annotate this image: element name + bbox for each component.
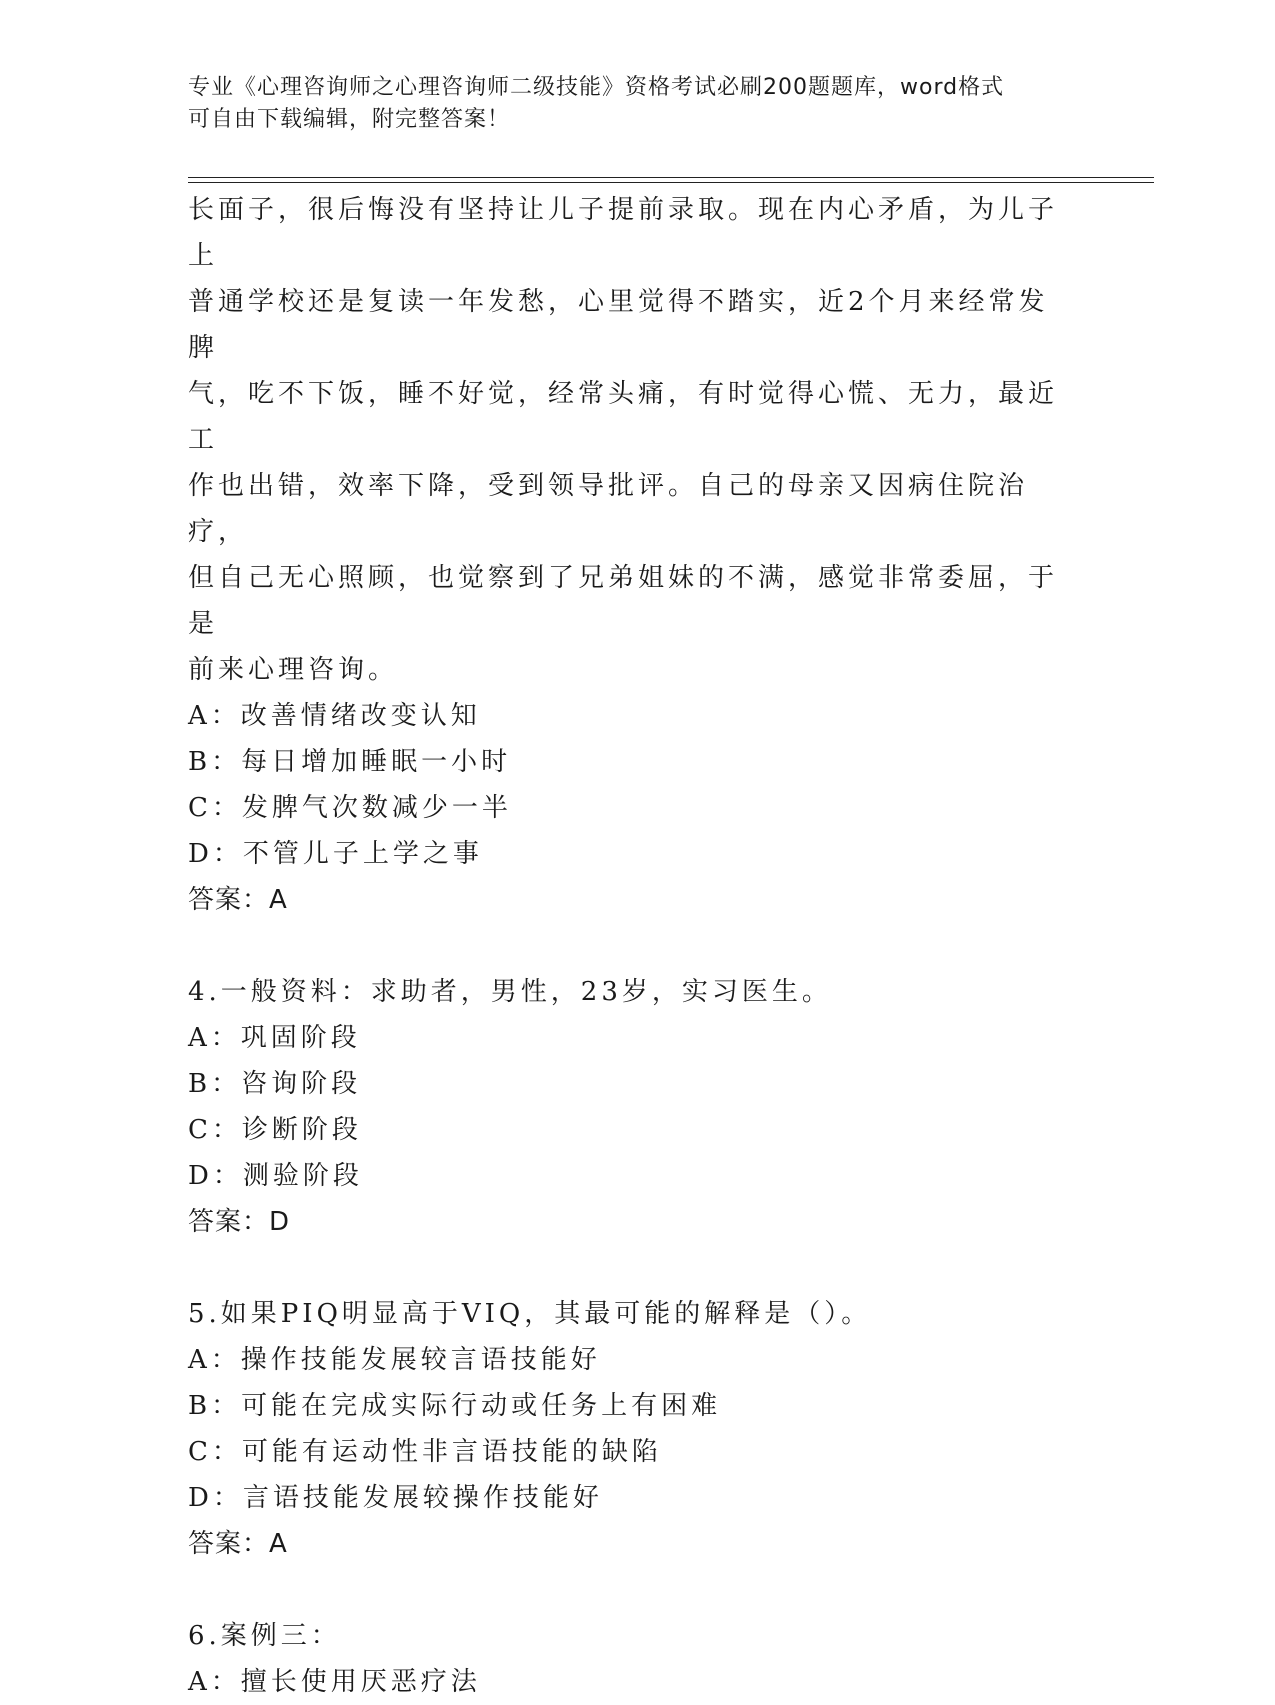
spacer xyxy=(188,1245,1068,1291)
question-text-line: 作也出错，效率下降，受到领导批评。自己的母亲又因病住院治疗， xyxy=(188,471,1029,547)
spacer xyxy=(188,1567,1068,1613)
question-4 xyxy=(188,969,1068,1245)
header-line-1: 专业《心理咨询师之心理咨询师二级技能》资格考试必刷200题题库，word格式 xyxy=(188,75,1005,100)
header-rule-top xyxy=(188,177,1154,178)
spacer xyxy=(188,923,1068,969)
header-line-2: 可自由下载编辑，附完整答案！ xyxy=(188,107,511,132)
option-b: B：每日增加睡眠一小时 xyxy=(188,747,512,777)
question-stem: 6.案例三： xyxy=(188,1621,341,1651)
option-a: A：操作技能发展较言语技能好 xyxy=(188,1345,601,1375)
document-header xyxy=(188,72,1088,136)
question-stem: 4.一般资料：求助者，男性，23岁，实习医生。 xyxy=(188,977,832,1007)
answer-line: 答案：D xyxy=(188,1207,291,1237)
option-c: C：诊断阶段 xyxy=(188,1115,362,1145)
question-6 xyxy=(188,1613,1068,1705)
option-d: D：言语技能发展较操作技能好 xyxy=(188,1483,603,1513)
option-c: C：发脾气次数减少一半 xyxy=(188,793,512,823)
document-body xyxy=(188,187,1068,1705)
option-c: C：可能有运动性非言语技能的缺陷 xyxy=(188,1437,662,1467)
option-b: B：咨询阶段 xyxy=(188,1069,362,1099)
answer-line: 答案：A xyxy=(188,885,288,915)
question-stem: 5.如果PIQ明显高于VIQ，其最可能的解释是（）。 xyxy=(188,1299,872,1329)
question-5 xyxy=(188,1291,1068,1567)
header-rule-bottom xyxy=(188,182,1154,183)
option-d: D：测验阶段 xyxy=(188,1161,363,1191)
option-d: D：不管儿子上学之事 xyxy=(188,839,483,869)
option-a: A：擅长使用厌恶疗法 xyxy=(188,1667,481,1697)
question-3-continued xyxy=(188,187,1068,923)
question-text-line: 长面子，很后悔没有坚持让儿子提前录取。现在内心矛盾，为儿子上 xyxy=(188,195,1059,271)
option-b: B：可能在完成实际行动或任务上有困难 xyxy=(188,1391,722,1421)
question-text-line: 普通学校还是复读一年发愁，心里觉得不踏实，近2个月来经常发脾 xyxy=(188,287,1049,363)
answer-line: 答案：A xyxy=(188,1529,288,1559)
question-text-line: 气，吃不下饭，睡不好觉，经常头痛，有时觉得心慌、无力，最近工 xyxy=(188,379,1059,455)
option-a: A：改善情绪改变认知 xyxy=(188,701,481,731)
question-text-line: 前来心理咨询。 xyxy=(188,655,399,685)
question-text-line: 但自己无心照顾，也觉察到了兄弟姐妹的不满，感觉非常委屈，于是 xyxy=(188,563,1059,639)
option-a: A：巩固阶段 xyxy=(188,1023,361,1053)
